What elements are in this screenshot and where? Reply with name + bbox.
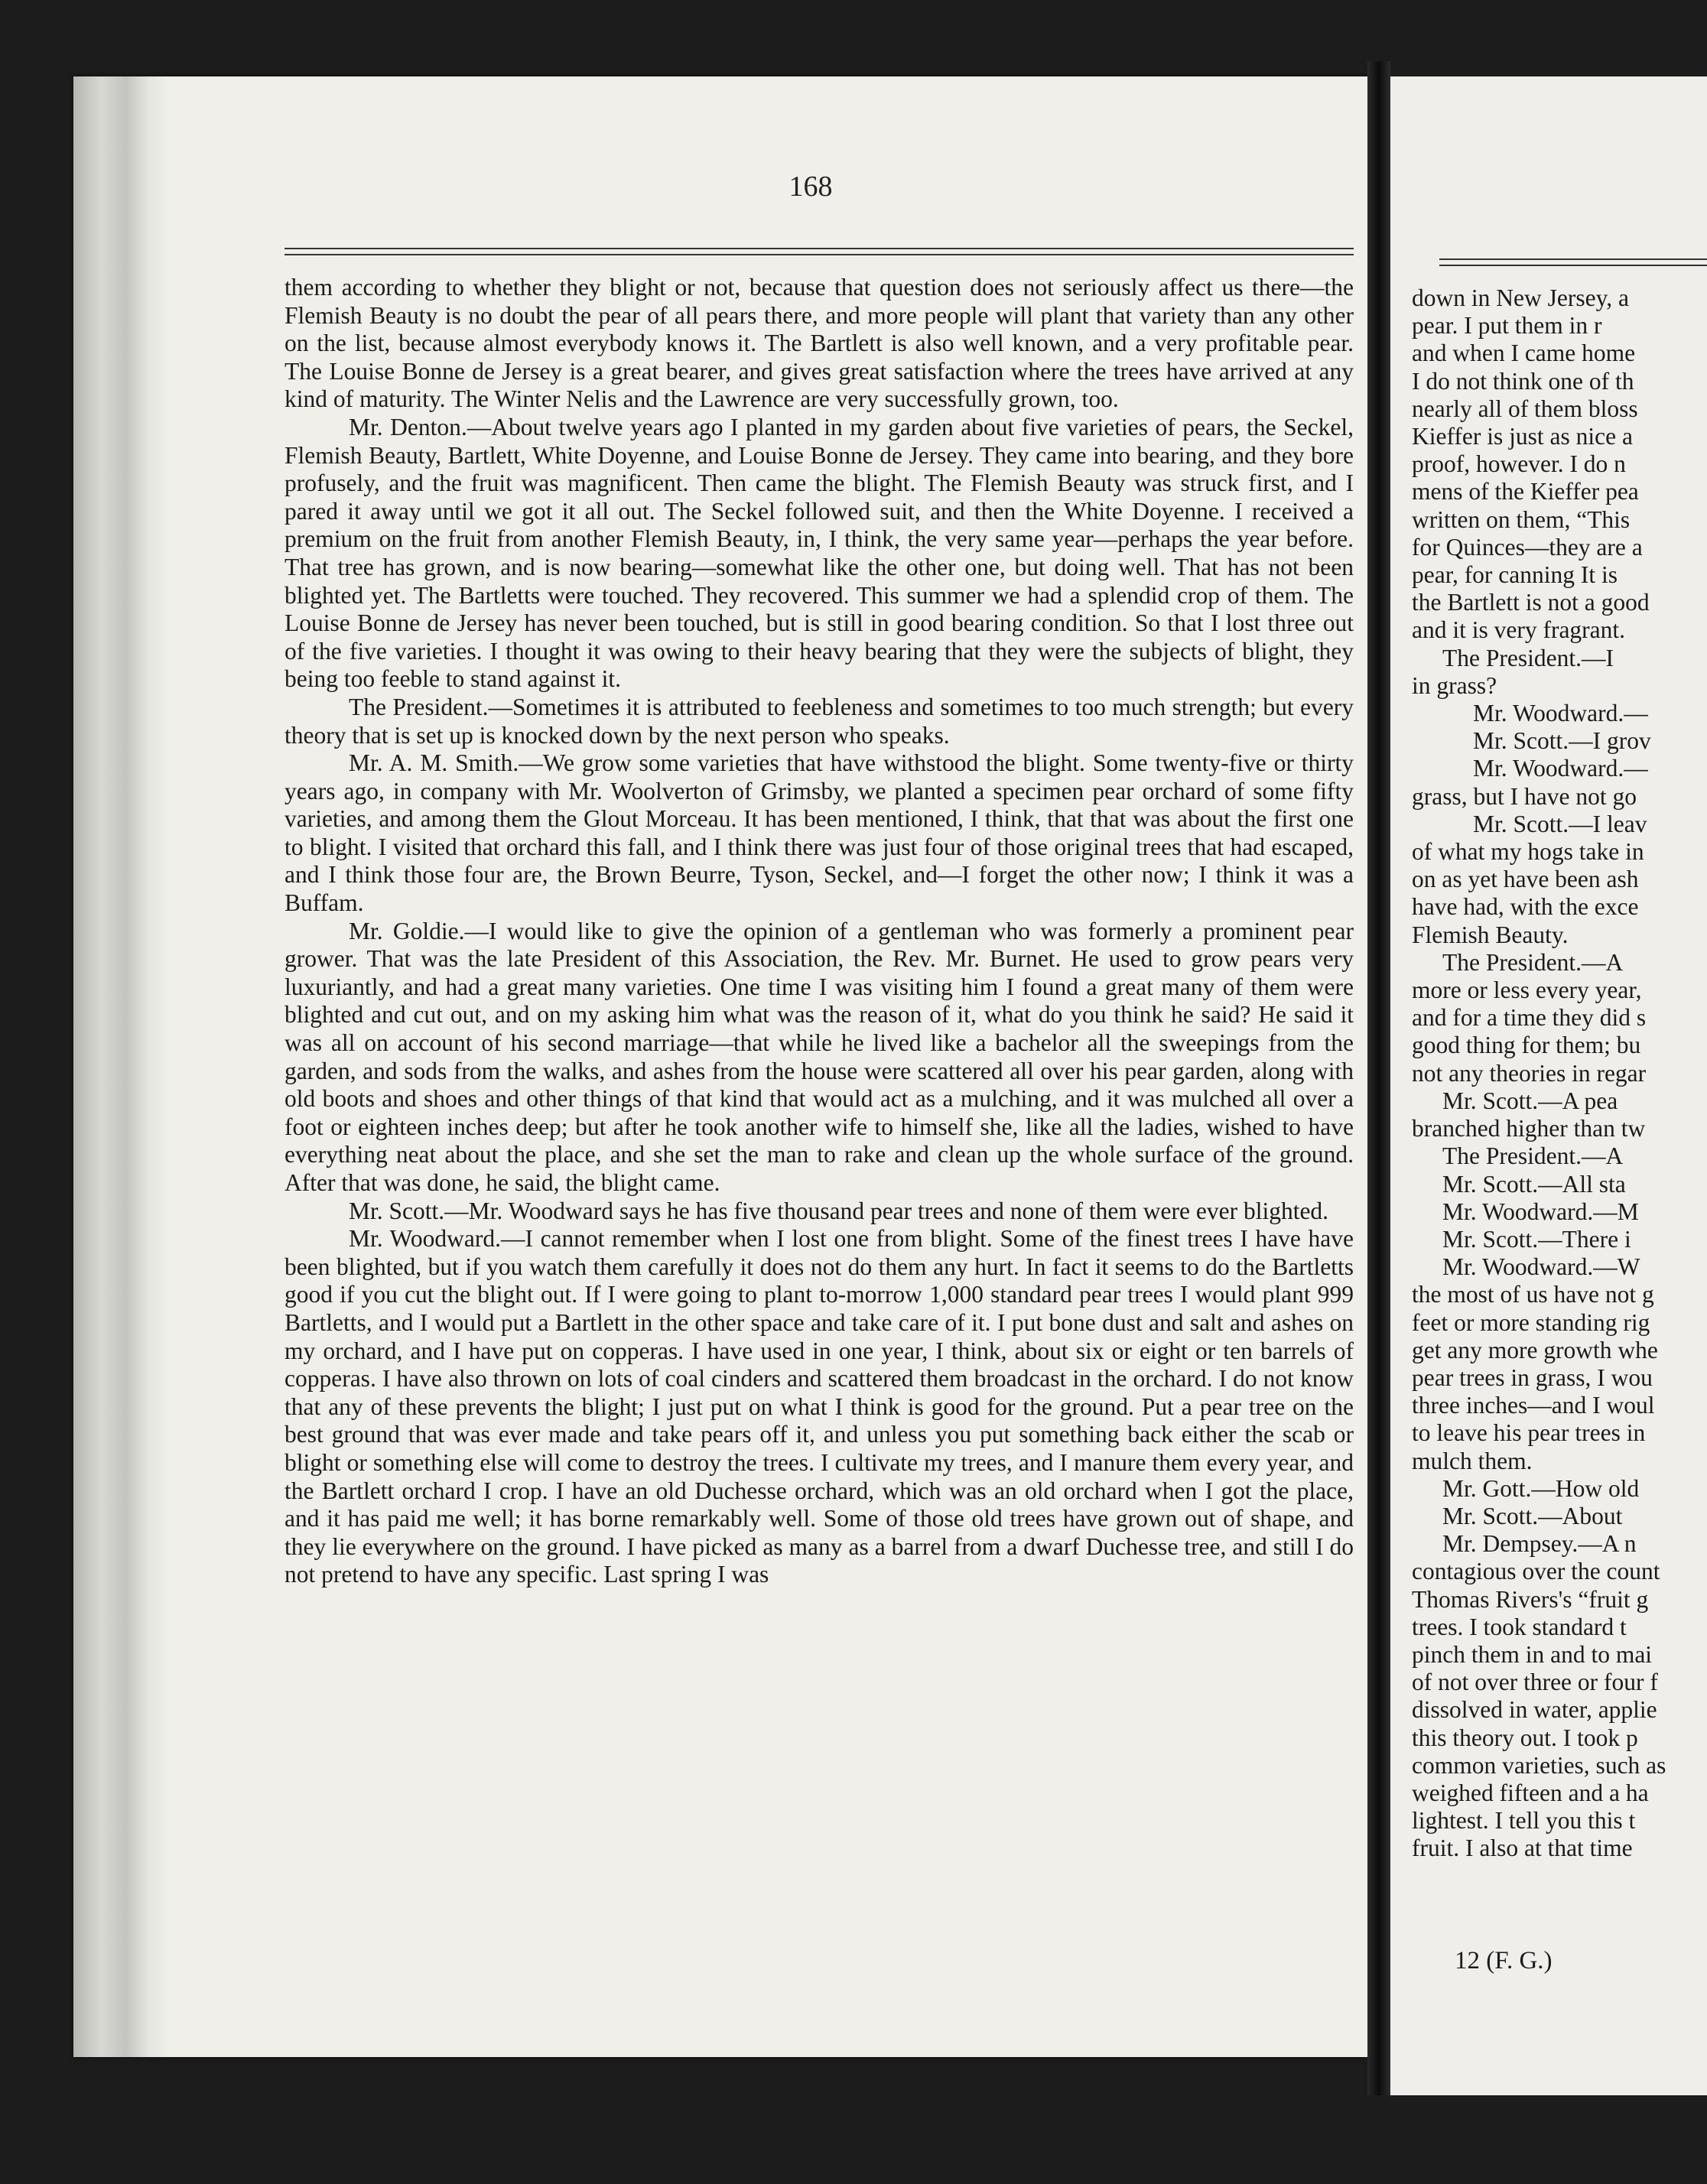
text-line: and for a time they did s <box>1412 1004 1647 1032</box>
text-line: and when I came home <box>1412 340 1636 367</box>
header-rule-right <box>1439 258 1707 266</box>
paragraph: The President.—Sometimes it is attributed to feebleness and sometimes to too much strength; but every theory that is set up is knocked down by the next person who speaks. <box>284 693 1354 749</box>
text-line: of not over three or four f <box>1412 1669 1658 1696</box>
text-line: Kieffer is just as nice a <box>1412 423 1633 450</box>
book-gutter <box>1367 61 1390 2095</box>
text-line: for Quinces—they are a <box>1412 533 1643 561</box>
text-line: dissolved in water, applie <box>1412 1696 1657 1724</box>
text-line: Flemish Beauty. <box>1412 921 1569 948</box>
text-line: grass, but I have not go <box>1412 782 1637 810</box>
text-line: Mr. Woodward.— <box>1473 700 1648 727</box>
text-line: mulch them. <box>1412 1447 1533 1474</box>
paragraph: Mr. Denton.—About twelve years ago I planted in my garden about five varieties of pears, the Seckel, Flemish Beauty, Bartlett, White Doyenne, and Louise Bonne de Jersey. They came into bearing, and they bore profusely, and the fruit was magnificent. Then came the blight. The Flemish Beauty was struck first, and I pared it away until we got it all out. The Seckel followed suit, and then the White Doyenne. I received a premium on the fruit from another Flemish Beauty, in, I think, the very same year—perhaps the year before. That tree has grown, and is now bearing—somewhat like the other one, but doing well. That has not been blighted yet. The Bartletts were touched. They recovered. This summer we had a splendid crop of them. The Louise Bonne de Jersey has never been touched, but is still in good bearing condition. So that I lost three out of the five varieties. I thought it was owing to their heavy bearing that they were the subjects of blight, they being too feeble to stand against it. <box>284 413 1354 693</box>
text-line: The President.—I <box>1442 644 1614 671</box>
text-line: and it is very fragrant. <box>1412 616 1626 644</box>
text-line: Mr. Scott.—All sta <box>1442 1170 1626 1198</box>
text-line: pear trees in grass, I wou <box>1412 1363 1653 1391</box>
paragraph: Mr. Woodward.—I cannot remember when I lost one from blight. Some of the finest trees I have have been blighted, but if you watch them carefully it does not do them any hurt. In fact it seems to do the Bartletts good if you cut the blight out. If I were going to plant to-morrow 1,000 standard pear trees I would plant 999 Bartletts, and I would put a Bartlett in the other space and take care of it. I put bone dust and salt and ashes on my orchard, and I have put on copperas. I have used in one year, I think, about six or eight or ten barrels of copperas. I have also thrown on lots of coal cinders and scattered them broadcast in the orchard. I do not know that any of these prevents the blight; I just put on what I think is good for the ground. Put a pear tree on the best ground that was ever made and take pears off it, and unless you put something back either the scab or blight or something else will come to destroy the trees. I cultivate my trees, and I manure them every year, and the Bartlett orchard I crop. I have an old Duchesse orchard, which was an old orchard when I got the place, and it has paid me well; it has borne remarkably well. Some of those old trees have grown out of shape, and they lie everywhere on the ground. I have picked as many as a barrel from a dwarf Duchesse tree, and still I do not pretend to have any specific. Last spring I was <box>284 1225 1354 1588</box>
text-line: the Bartlett is not a good <box>1412 589 1650 616</box>
text-line: pear, for canning It is <box>1412 561 1618 589</box>
text-line: on as yet have been ash <box>1412 866 1639 893</box>
text-line: three inches—and I woul <box>1412 1392 1655 1419</box>
text-line: Mr. Woodward.—M <box>1442 1198 1639 1225</box>
paragraph: Mr. A. M. Smith.—We grow some varieties that have withstood the blight. Some twenty-five or thirty years ago, in company with Mr. Woolverton of Grimsby, we planted a specimen pear orchard of some fifty varieties, and among them the Glout Morceau. It has been mentioned, I think, that that was about the first one to blight. I visited that orchard this fall, and I think there was just four of those original trees that had escaped, and I think those four are, the Brown Beurre, Tyson, Seckel, and—I forget the other now; I think it was a Buffam. <box>284 749 1354 917</box>
text-line: Mr. Scott.—There i <box>1442 1225 1631 1253</box>
text-line: Mr. Woodward.—W <box>1442 1253 1640 1281</box>
text-line: have had, with the exce <box>1412 893 1639 921</box>
text-line: pinch them in and to mai <box>1412 1640 1653 1668</box>
text-line: good thing for them; bu <box>1412 1032 1641 1059</box>
paragraph: Mr. Scott.—Mr. Woodward says he has five thousand pear trees and none of them were ever blighted. <box>349 1197 1329 1224</box>
text-line: get any more growth whe <box>1412 1336 1658 1363</box>
right-page-text <box>1412 284 1707 1863</box>
page-number: 168 <box>788 171 833 203</box>
text-line: branched higher than tw <box>1412 1115 1646 1142</box>
text-line: Mr. Scott.—I grov <box>1473 727 1651 755</box>
text-line: in grass? <box>1412 671 1497 699</box>
text-line: mens of the Kieffer pea <box>1412 478 1639 505</box>
text-line: feet or more standing rig <box>1412 1308 1650 1336</box>
text-line: pear. I put them in r <box>1412 312 1602 340</box>
header-rule-left <box>284 248 1354 255</box>
text-line: Mr. Gott.—How old <box>1442 1474 1640 1502</box>
text-line: trees. I took standard t <box>1412 1613 1627 1640</box>
text-line: Mr. Scott.—A pea <box>1442 1087 1618 1114</box>
text-line: contagious over the count <box>1412 1558 1660 1585</box>
text-line: down in New Jersey, a <box>1412 284 1630 311</box>
text-line: nearly all of them bloss <box>1412 395 1638 422</box>
text-line: Mr. Scott.—I leav <box>1473 810 1647 837</box>
text-line: written on them, “This <box>1412 505 1631 533</box>
left-page-text <box>284 274 1354 1589</box>
text-line: weighed fifteen and a ha <box>1412 1779 1649 1806</box>
text-line: fruit. I also at that time <box>1412 1835 1633 1862</box>
text-line: more or less every year, <box>1412 977 1642 1004</box>
paragraph: Mr. Goldie.—I would like to give the opinion of a gentleman who was formerly a prominent pear grower. That was the late President of this Association, the Rev. Mr. Burnet. He used to grow pears very luxuriantly, and had a great many varieties. One time I was visiting him I found a great many of them were blighted and cut out, and on my asking him what was the reason of it, what do you think he said? He said it was all on account of his second marriage—that while he lived like a bachelor all the sweepings from the garden, and sods from the walks, and ashes from the house were scattered all over his pear garden, along with old boots and shoes and other things of that kind that would act as a mulching, and it was mulched all over a foot or eighteen inches deep; but after he took another wife to himself she, like all the ladies, wished to have everything neat about the place, and she set the man to rake and clean up the whole surface of the ground. After that was done, he said, the blight came. <box>284 917 1354 1196</box>
signature-mark: 12 (F. G.) <box>1455 1947 1553 1974</box>
text-line: the most of us have not g <box>1412 1281 1654 1308</box>
text-line: proof, however. I do n <box>1412 450 1626 478</box>
paragraph: them according to whether they blight or not, because that question does not seriously affect us there—the Flemish Beauty is no doubt the pear of all pears there, and more people will plant that variety than any other on the list, because almost everybody knows it. The Bartlett is also well known, and a very profitable pear. The Louise Bonne de Jersey is a great bearer, and gives great satisfaction where the trees have arrived at any kind of maturity. The Winter Nelis and the Lawrence are very successfully grown, too. <box>284 274 1354 413</box>
text-line: common varieties, such as <box>1412 1751 1666 1779</box>
text-line: I do not think one of th <box>1412 367 1634 395</box>
text-line: not any theories in regar <box>1412 1059 1647 1087</box>
text-line: Mr. Dempsey.—A n <box>1442 1530 1637 1558</box>
text-line: The President.—A <box>1442 948 1624 976</box>
text-line: to leave his pear trees in <box>1412 1419 1646 1447</box>
text-line: of what my hogs take in <box>1412 838 1644 866</box>
text-line: lightest. I tell you this t <box>1412 1807 1636 1835</box>
left-page-edge <box>73 76 168 2057</box>
text-line: Mr. Woodward.— <box>1473 755 1648 782</box>
text-line: Thomas Rivers's “fruit g <box>1412 1585 1649 1613</box>
text-line: The President.—A <box>1442 1142 1624 1170</box>
text-line: this theory out. I took p <box>1412 1724 1638 1751</box>
text-line: Mr. Scott.—About <box>1442 1502 1623 1529</box>
